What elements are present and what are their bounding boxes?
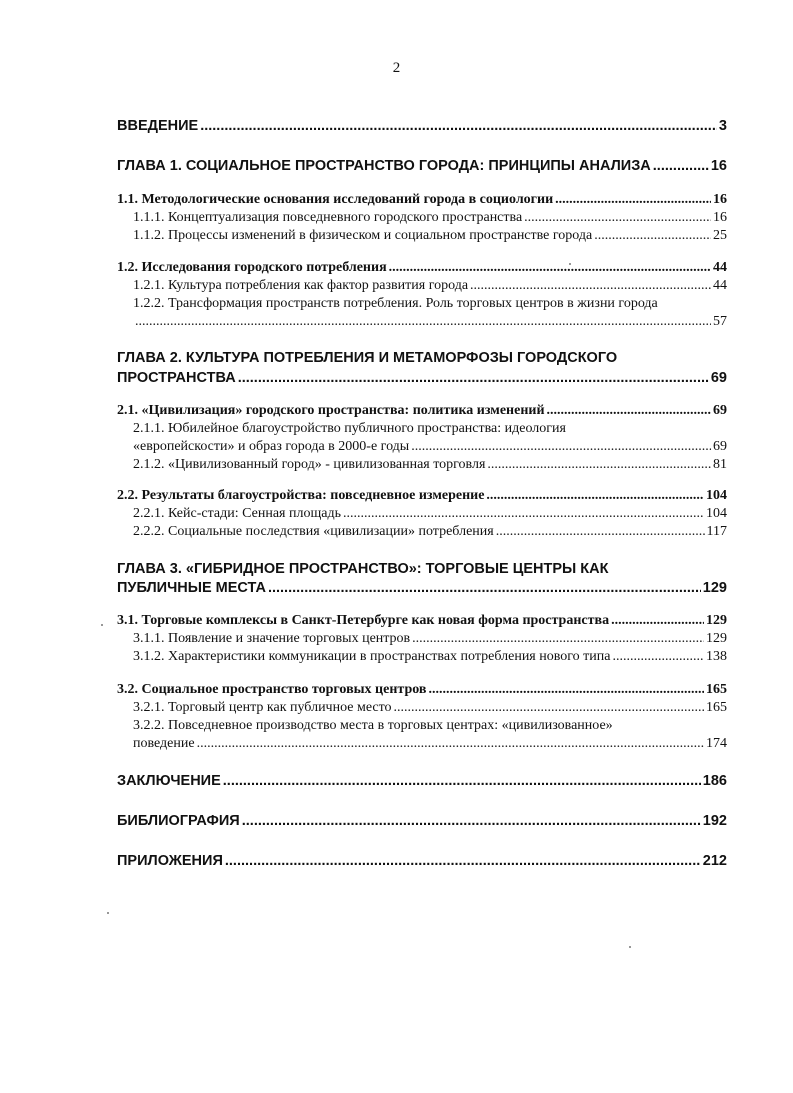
toc-entry-1-1	[117, 192, 727, 208]
toc-title: 1.2. Исследования городского потребления	[117, 260, 387, 275]
toc-title: 1.1. Методологические основания исследований города в социологии	[117, 192, 554, 207]
toc-leader	[594, 228, 711, 244]
toc-page: 69	[713, 403, 727, 418]
toc-leader	[653, 158, 709, 174]
scan-speck	[629, 946, 631, 948]
toc-title: поведение	[133, 736, 195, 751]
toc-leader	[524, 210, 711, 226]
toc-entry-chapter-3-title: ГЛАВА 3. «ГИБРИДНОЕ ПРОСТРАНСТВО»: ТОРГОВЫЕ ЦЕНТРЫ КАК	[117, 561, 609, 577]
toc-page: 186	[702, 773, 727, 789]
toc-entry-conclusion	[117, 773, 727, 789]
toc-entry-1-2-2-title: 1.2.2. Трансформация пространств потребления. Роль торговых центров в жизни города	[133, 296, 658, 311]
toc-title: ГЛАВА 1. СОЦИАЛЬНОЕ ПРОСТРАНСТВО ГОРОДА: ПРИНЦИПЫ АНАЛИЗА	[117, 158, 651, 174]
toc-leader	[135, 314, 711, 330]
toc-leader	[411, 439, 711, 455]
toc-page: 16	[713, 192, 727, 207]
toc-page: 44	[713, 260, 727, 275]
toc-page: 44	[713, 278, 727, 293]
toc-entry-chapter-2-title: ГЛАВА 2. КУЛЬТУРА ПОТРЕБЛЕНИЯ И МЕТАМОРФОЗЫ ГОРОДСКОГО	[117, 350, 618, 366]
toc-leader	[268, 580, 701, 596]
toc-entry-chapter-3	[117, 580, 727, 596]
toc-leader	[412, 631, 704, 647]
toc-page: 57	[713, 314, 727, 329]
toc-entry-3-1-1	[133, 631, 727, 647]
toc-page: 129	[702, 580, 727, 596]
toc-page: 165	[706, 700, 727, 715]
toc-title: 3.1. Торговые комплексы в Санкт-Петербурге как новая форма пространства	[117, 613, 610, 628]
scan-speck	[101, 624, 103, 626]
toc-leader	[486, 488, 704, 504]
toc-leader	[470, 278, 711, 294]
scan-speck	[569, 263, 571, 265]
toc-entry-3-2-2	[133, 736, 727, 752]
toc-entry-chapter-1	[117, 158, 727, 174]
toc-page: 192	[702, 813, 727, 829]
toc-title: 3.1.1. Появление и значение торговых центров	[133, 631, 411, 646]
toc-title: 1.2.1. Культура потребления как фактор развития города	[133, 278, 469, 293]
toc-entry-2-2-2	[133, 524, 727, 540]
toc-entry-chapter-2	[117, 370, 727, 386]
toc-page: 129	[706, 613, 727, 628]
toc-page: 117	[706, 524, 727, 539]
toc-entry-3-2	[117, 682, 727, 698]
toc-title: 2.1. «Цивилизация» городского пространства: политика изменений	[117, 403, 545, 418]
toc-leader	[487, 457, 711, 473]
toc-leader	[389, 260, 711, 276]
toc-entry-2-1-1	[133, 439, 727, 455]
toc-entry-1-1-2	[133, 228, 727, 244]
toc-leader	[555, 192, 711, 208]
toc-leader	[343, 506, 704, 522]
toc-page: 16	[710, 158, 727, 174]
toc-leader	[225, 853, 701, 869]
toc-page: 138	[706, 649, 727, 664]
toc-page: 25	[713, 228, 727, 243]
page-number: 2	[392, 60, 401, 76]
toc-title: ПРИЛОЖЕНИЯ	[117, 853, 223, 869]
toc-leader	[496, 524, 705, 540]
toc-page: 16	[713, 210, 727, 225]
toc-title: 3.2.1. Торговый центр как публичное место	[133, 700, 392, 715]
toc-page: 104	[706, 488, 727, 503]
toc-entry-1-2	[117, 260, 727, 276]
toc-leader	[200, 118, 717, 134]
toc-title: 1.1.1. Концептуализация повседневного городского пространства	[133, 210, 523, 225]
toc-entry-1-2-2	[133, 314, 727, 330]
toc-entry-3-2-1	[133, 700, 727, 716]
toc-page: 212	[702, 853, 727, 869]
toc-title: 3.2. Социальное пространство торговых центров	[117, 682, 427, 697]
toc-entry-appendices	[117, 853, 727, 869]
toc-leader	[223, 773, 701, 789]
toc-title: ЗАКЛЮЧЕНИЕ	[117, 773, 221, 789]
scan-speck	[107, 912, 109, 914]
toc-entry-2-2-1	[133, 506, 727, 522]
toc-title: «европейскости» и образ города в 2000-е годы	[133, 439, 410, 454]
toc-leader	[612, 649, 704, 665]
toc-entry-3-2-2-title: 3.2.2. Повседневное производство места в торговых центрах: «цивилизованное»	[133, 718, 613, 733]
toc-entry-1-1-1	[133, 210, 727, 226]
toc-title: 2.2.2. Социальные последствия «цивилизации» потребления	[133, 524, 494, 539]
toc-entry-intro	[117, 118, 727, 134]
toc-page: 81	[713, 457, 727, 472]
toc-page: 3	[718, 118, 727, 134]
toc-entry-1-2-1	[133, 278, 727, 294]
toc-page: 165	[706, 682, 727, 697]
toc-title: 2.1.2. «Цивилизованный город» - цивилизованная торговля	[133, 457, 486, 472]
toc-leader	[242, 813, 701, 829]
toc-page: 174	[706, 736, 727, 751]
toc-title: БИБЛИОГРАФИЯ	[117, 813, 240, 829]
toc-title: ПРОСТРАНСТВА	[117, 370, 236, 386]
toc-page: 129	[706, 631, 727, 646]
toc-leader	[547, 403, 711, 419]
toc-page: 69	[713, 439, 727, 454]
toc-leader	[394, 700, 704, 716]
toc-leader	[197, 736, 704, 752]
toc-title: 3.1.2. Характеристики коммуникации в пространствах потребления нового типа	[133, 649, 611, 664]
toc-title: 2.2. Результаты благоустройства: повседневное измерение	[117, 488, 485, 503]
toc-leader	[611, 613, 704, 629]
toc-leader	[238, 370, 709, 386]
toc-page: 104	[706, 506, 727, 521]
toc-leader	[428, 682, 704, 698]
toc-entry-3-1-2	[133, 649, 727, 665]
toc-entry-2-1	[117, 403, 727, 419]
toc-page: 69	[710, 370, 727, 386]
toc-title: 1.1.2. Процессы изменений в физическом и социальном пространстве города	[133, 228, 593, 243]
toc-entry-2-1-1-title: 2.1.1. Юбилейное благоустройство публичного пространства: идеология	[133, 421, 566, 436]
toc-title: ПУБЛИЧНЫЕ МЕСТА	[117, 580, 266, 596]
toc-entry-3-1	[117, 613, 727, 629]
toc-entry-bibliography	[117, 813, 727, 829]
toc-entry-2-2	[117, 488, 727, 504]
toc-title: ВВЕДЕНИЕ	[117, 118, 199, 134]
toc-title: 2.2.1. Кейс-стади: Сенная площадь	[133, 506, 341, 521]
toc-entry-2-1-2	[133, 457, 727, 473]
